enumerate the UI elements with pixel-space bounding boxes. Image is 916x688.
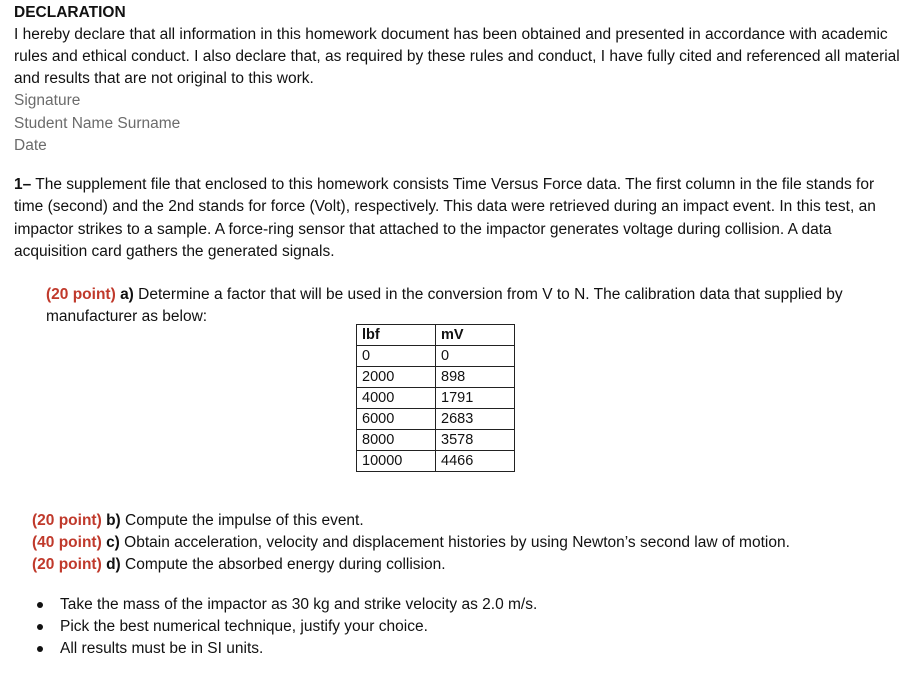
- list-item: Take the mass of the impactor as 30 kg and strike velocity as 2.0 m/s.: [32, 594, 537, 616]
- list-item: Pick the best numerical technique, justify your choice.: [32, 616, 537, 638]
- part-a: [46, 284, 896, 328]
- list-item: All results must be in SI units.: [32, 638, 537, 660]
- cell-mv: 898: [436, 367, 515, 388]
- declaration-text: I hereby declare that all information in this homework document has been obtained and presented in accordance with academic rules and ethical conduct. I also declare that, as required by these rules and conduct, I have fully cited and referenced all material and results that are not original to this work.: [14, 26, 900, 87]
- question-parts: [32, 510, 892, 576]
- cell-lbf: 4000: [357, 388, 436, 409]
- signature-label: Signature: [14, 92, 81, 109]
- cell-mv: 4466: [436, 451, 515, 472]
- calibration-table: [356, 324, 515, 472]
- part-b-label: b): [106, 512, 121, 529]
- instruction-list: [32, 594, 537, 660]
- cell-lbf: 6000: [357, 409, 436, 430]
- declaration-heading: DECLARATION: [14, 4, 126, 21]
- table-row: [357, 388, 515, 409]
- header-mv: mV: [436, 325, 515, 346]
- part-a-text: Determine a factor that will be used in the conversion from V to N. The calibration data that supplied by manufacturer as below:: [46, 286, 843, 325]
- part-b: [32, 510, 892, 532]
- part-d-points: (20 point): [32, 556, 102, 573]
- cell-mv: 1791: [436, 388, 515, 409]
- part-c-points: (40 point): [32, 534, 102, 551]
- part-b-text: Compute the impulse of this event.: [125, 512, 364, 529]
- cell-mv: 0: [436, 346, 515, 367]
- cell-mv: 3578: [436, 430, 515, 451]
- question-1: [14, 174, 904, 263]
- part-c: [32, 532, 892, 554]
- table-row: [357, 430, 515, 451]
- table-row: [357, 451, 515, 472]
- cell-lbf: 2000: [357, 367, 436, 388]
- student-name-label: Student Name Surname: [14, 114, 181, 132]
- table-header-row: [357, 325, 515, 346]
- question-1-text: The supplement file that enclosed to this homework consists Time Versus Force data. The first column in the file stands for time (second) and the 2nd stands for force (Volt), respectively. This data were retrieved during an impact event. In this test, an impactor strikes to a sample. A force-ring sensor that attached to the impactor generates voltage during collision. A data acquisition card gathers the generated signals.: [14, 176, 876, 260]
- homework-page: [14, 2, 904, 325]
- cell-lbf: 0: [357, 346, 436, 367]
- question-1-number: 1–: [14, 176, 32, 193]
- part-d-text: Compute the absorbed energy during collision.: [125, 556, 446, 573]
- part-a-label: a): [120, 286, 134, 303]
- header-lbf: lbf: [357, 325, 436, 346]
- part-a-points: (20 point): [46, 286, 116, 303]
- part-d: [32, 554, 892, 576]
- cell-mv: 2683: [436, 409, 515, 430]
- part-b-points: (20 point): [32, 512, 102, 529]
- table-row: [357, 346, 515, 367]
- table-row: [357, 367, 515, 388]
- date-label: Date: [14, 137, 47, 154]
- part-d-label: d): [106, 556, 121, 573]
- cell-lbf: 10000: [357, 451, 436, 472]
- table-row: [357, 409, 515, 430]
- part-c-text: Obtain acceleration, velocity and displacement histories by using Newton’s second law of motion.: [124, 534, 790, 551]
- part-c-label: c): [106, 534, 120, 551]
- cell-lbf: 8000: [357, 430, 436, 451]
